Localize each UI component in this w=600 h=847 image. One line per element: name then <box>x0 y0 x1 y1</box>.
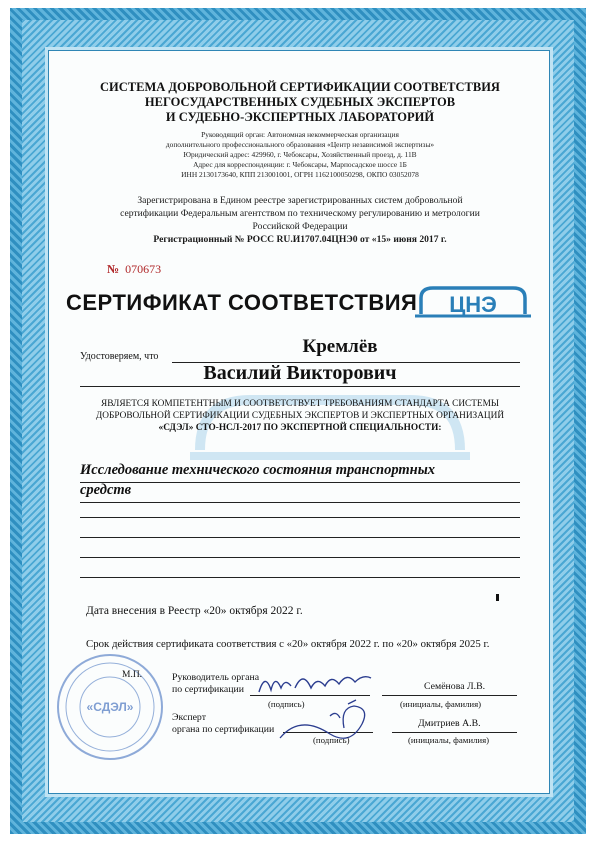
org-line: Руководящий орган: Автономная некоммерческая организация <box>201 130 399 139</box>
certify-label: Удостоверяем, что <box>80 351 159 362</box>
head-label-line: Руководитель органа <box>172 672 260 683</box>
specialty-line-rule <box>80 577 520 578</box>
system-title-line: НЕГОСУДАРСТВЕННЫХ СУДЕБНЫХ ЭКСПЕРТОВ <box>144 95 456 109</box>
specialty-line-rule <box>80 517 520 518</box>
competence-statement <box>80 398 520 434</box>
specialty-line: средств <box>80 482 132 498</box>
expert-label-line: Эксперт <box>172 712 206 723</box>
head-name: Семёнова Л.В. <box>424 681 486 692</box>
head-name-line <box>382 695 517 696</box>
competence-line: «СДЭЛ» СТО-НСЛ-2017 ПО ЭКСПЕРТНОЙ СПЕЦИАЛЬНОСТИ: <box>158 423 442 433</box>
certificate-number <box>107 262 161 277</box>
specialty-line: Исследование технического состояния транспортных <box>80 462 436 478</box>
holder-given-names: Василий Викторович <box>203 362 397 384</box>
registration-line: Зарегистрирована в Едином реестре зарегистрированных систем добровольной <box>137 195 463 206</box>
name-caption: (инициалы, фамилия) <box>408 735 490 745</box>
specialty-line-rule <box>80 537 520 538</box>
system-title <box>60 80 540 125</box>
expert-label-line: органа по сертификации <box>172 724 275 735</box>
holder-surname: Кремлёв <box>302 336 378 357</box>
registration-line: Российской Федерации <box>252 221 348 232</box>
org-line: Юридический адрес: 429960, г. Чебоксары, Хозяйственный проезд, д. 11В <box>183 150 417 159</box>
expert-specialty <box>80 460 520 500</box>
expert-name: Дмитриев А.В. <box>418 718 481 729</box>
ink-mark <box>496 594 499 601</box>
seal-place-label: М.П. <box>122 670 143 680</box>
certificate-title: СЕРТИФИКАТ СООТВЕТСТВИЯ <box>66 290 418 315</box>
validity-period: Срок действия сертификата соответствия с «20» октября 2022 г. по «20» октября 2025 г. <box>86 638 490 650</box>
seal-center-text: «СДЭЛ» <box>86 700 134 714</box>
expert-name-line <box>392 732 517 733</box>
specialty-line-rule <box>80 557 520 558</box>
number-value: 070673 <box>125 262 162 276</box>
head-label-line: по сертификации <box>172 684 244 695</box>
signature-caption: (подпись) <box>268 699 305 709</box>
registration-number: Регистрационный № РОСС RU.И1707.04ЦНЭ0 от «15» июня 2017 г. <box>153 234 447 245</box>
number-label: № <box>107 262 120 276</box>
system-title-line: СИСТЕМА ДОБРОВОЛЬНОЙ СЕРТИФИКАЦИИ СООТВЕТСТВИЯ <box>100 80 500 94</box>
registry-entry-date: Дата внесения в Реестр «20» октября 2022 г. <box>86 605 303 617</box>
seal-icon <box>55 652 165 762</box>
signature-caption: (подпись) <box>313 735 350 745</box>
org-line: ИНН 2130173640, КПП 213001001, ОГРН 1162100050298, ОКПО 03052078 <box>181 170 419 179</box>
competence-line: ДОБРОВОЛЬНОЙ СЕРТИФИКАЦИИ СУДЕБНЫХ ЭКСПЕРТОВ И ЭКСПЕРТНЫХ ОРГАНИЗАЦИЙ <box>95 411 505 421</box>
governing-body-info <box>60 130 540 180</box>
org-line: дополнительного профессионального образования «Центр независимой экспертизы» <box>165 140 435 149</box>
head-label <box>172 672 259 696</box>
registration-line: сертификации Федеральным агентством по техническому регулированию и метрологии <box>120 208 480 219</box>
cne-logo <box>415 284 531 324</box>
cne-logo-icon <box>415 284 531 324</box>
system-title-line: И СУДЕБНО-ЭКСПЕРТНЫХ ЛАБОРАТОРИЙ <box>165 110 435 124</box>
registration-info <box>60 194 540 246</box>
competence-line: ЯВЛЯЕТСЯ КОМПЕТЕНТНЫМ И СООТВЕТСТВУЕТ ТРЕБОВАНИЯМ СТАНДАРТА СИСТЕМЫ <box>101 399 499 409</box>
logo-text: ЦНЭ <box>449 292 497 317</box>
name-caption: (инициалы, фамилия) <box>400 699 482 709</box>
specialty-line-rule <box>80 482 520 483</box>
specialty-line-rule <box>80 502 520 503</box>
seal-stamp <box>55 652 165 762</box>
org-line: Адрес для корреспонденции: г. Чебоксары, Марпосадское шоссе 1Б <box>193 160 407 169</box>
expert-label <box>172 712 274 736</box>
